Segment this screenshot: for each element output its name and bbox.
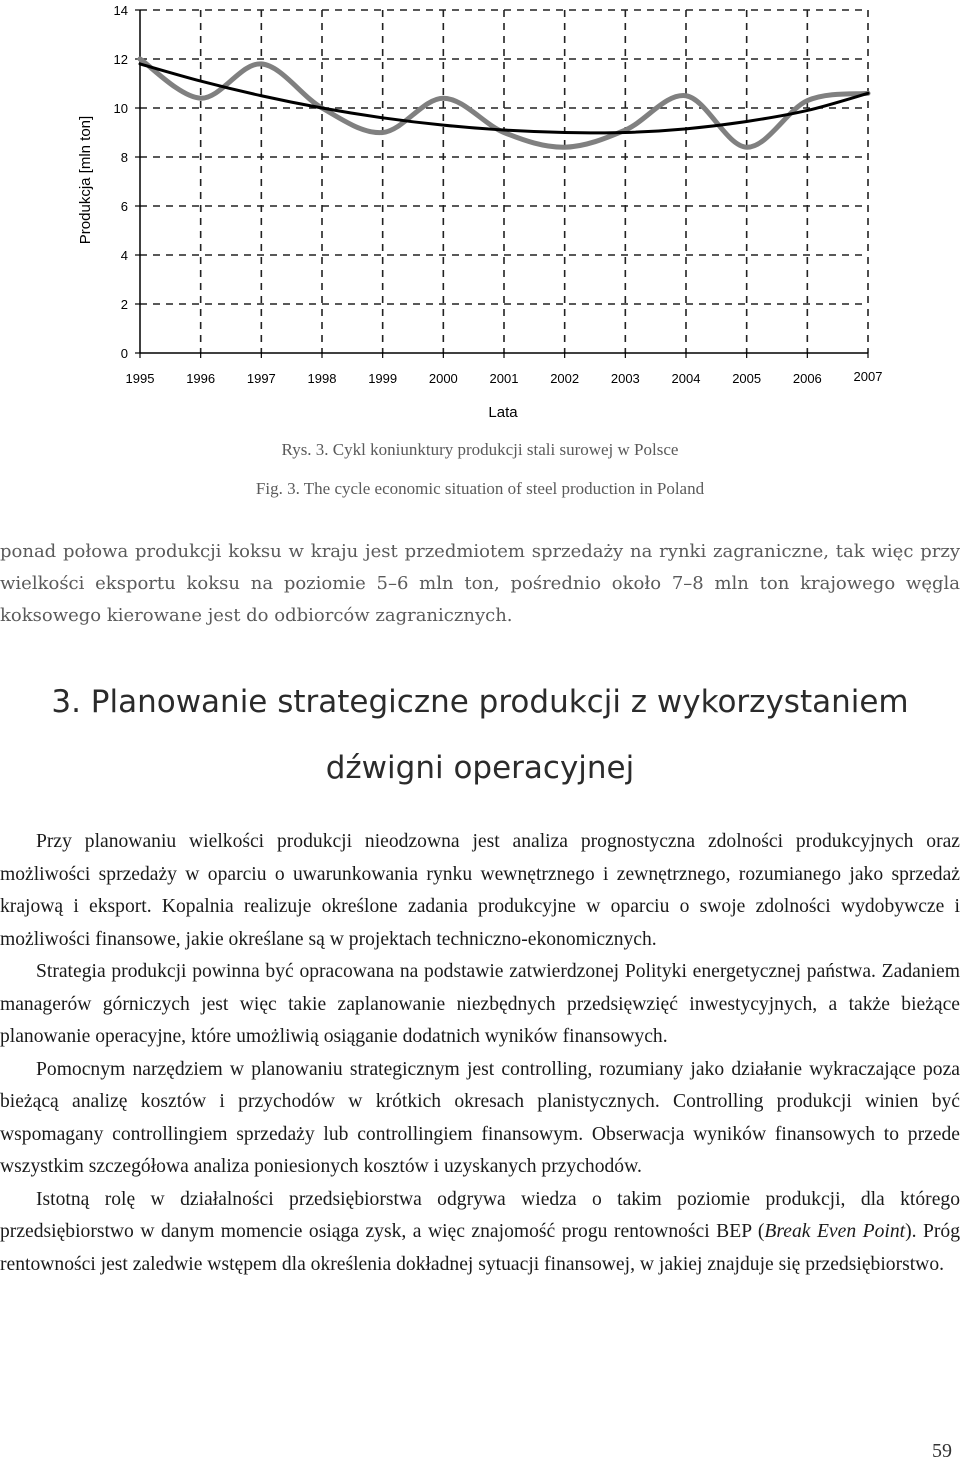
- y-tick-label: 4: [120, 248, 128, 263]
- x-tick-label: 2003: [610, 371, 640, 386]
- figure-caption-en: Fig. 3. The cycle economic situation of steel production in Poland: [255, 479, 705, 498]
- paragraph-controlling: Pomocnym narzędziem w planowaniu strategicznym jest controlling, rozumiany jako działanie wykraczające poza bieżącą analizę kosztów i przychodów w krótkich okresach planistycznych. Controlling produkcji winien być wspomagany controllingiem sprzedaży lub controllingiem finansowym. Obserwacja wyników finansowych to przede wszystkim szczegółowa analiza poniesionych kosztów i uzyskanych przychodów.: [0, 1058, 960, 1177]
- y-tick-label: 14: [113, 3, 128, 18]
- x-tick-label: 2004: [671, 371, 701, 386]
- x-tick-labels: [126, 369, 883, 386]
- x-tick-label: 1998: [307, 371, 337, 386]
- steel-production-chart: [0, 0, 960, 430]
- section-heading-line-1: 3. Planowanie strategiczne produkcji z wykorzystaniem: [51, 684, 909, 720]
- chart-axes: [135, 10, 868, 358]
- y-tick-label: 12: [113, 52, 128, 67]
- y-tick-label: 6: [120, 199, 128, 214]
- y-tick-label: 8: [120, 150, 128, 165]
- chart-grid: [140, 10, 868, 353]
- x-tick-label: 1997: [246, 371, 276, 386]
- x-tick-label: 2002: [550, 371, 580, 386]
- y-tick-labels: [114, 3, 128, 361]
- x-tick-label: 2000: [428, 371, 458, 386]
- x-tick-label: 2005: [732, 371, 762, 386]
- y-tick-label: 2: [120, 297, 128, 312]
- body-text: [0, 826, 960, 1281]
- x-tick-label: 2007: [853, 369, 883, 384]
- intro-paragraph: ponad połowa produkcji koksu w kraju jest przedmiotem sprzedaży na rynki zagraniczne, tak więc przy wielkości eksportu koksu na poziomie 5–6 mln ton, pośrednio około 7–8 mln ton krajowego węgla koksowego kierowane jest do odbiorców zagranicznych.: [0, 541, 960, 626]
- section-heading-line-2: dźwigni operacyjnej: [325, 750, 635, 786]
- bep-term: Break Even Point: [764, 1221, 906, 1242]
- x-tick-label: 1995: [125, 371, 155, 386]
- series-line-trend: [140, 64, 868, 133]
- y-tick-label: 10: [113, 101, 128, 116]
- y-axis-title: Produkcja [mln ton]: [77, 115, 94, 245]
- x-tick-label: 2006: [792, 371, 822, 386]
- y-tick-label: 0: [120, 346, 128, 361]
- bep-text-before: Istotną rolę w działalności przedsiębiorstwa odgrywa wiedza o takim poziomie produkcji, dla którego przedsiębiorstwo w danym momencie osiąga zysk, a więc znajomość progu rentowności BEP (: [0, 1188, 960, 1242]
- bep-text-after: ). Próg rentowności jest zaledwie wstępem dla określenia dokładnej sytuacji finansowej, w jakiej znajduje się przedsiębiorstwo.: [0, 1221, 960, 1275]
- paragraph-planning: Przy planowaniu wielkości produkcji nieodzowna jest analiza prognostyczna zdolności produkcyjnych oraz możliwości sprzedaży w oparciu o uwarunkowania rynku wewnętrznego i zewnętrznego, rozumianego jako sprzedaż krajową i eksport. Kopalnia realizuje określone zadania produkcyjne w oparciu o swoje zdolności wydobywcze i możliwości finansowe, jakie określane są w projektach techniczno-ekonomicznych.: [0, 831, 960, 950]
- page-number: 59: [932, 1440, 952, 1462]
- x-axis-title: Lata: [488, 404, 518, 421]
- x-tick-label: 1999: [368, 371, 398, 386]
- paragraph-strategy: Strategia produkcji powinna być opracowana na podstawie zatwierdzonej Polityki energetycznej państwa. Zadaniem managerów górniczych jest więc takie zaplanowanie niezbędnych przedsięwzięć inwestycyjnych, a także bieżące planowanie operacyjne, które umożliwią osiąganie dodatnich wyników finansowych.: [0, 961, 960, 1047]
- paragraph-bep: [0, 1184, 960, 1282]
- x-tick-label: 2001: [489, 371, 519, 386]
- figure-caption-pl: Rys. 3. Cykl koniunktury produkcji stali surowej w Polsce: [281, 440, 679, 459]
- x-tick-label: 1996: [186, 371, 216, 386]
